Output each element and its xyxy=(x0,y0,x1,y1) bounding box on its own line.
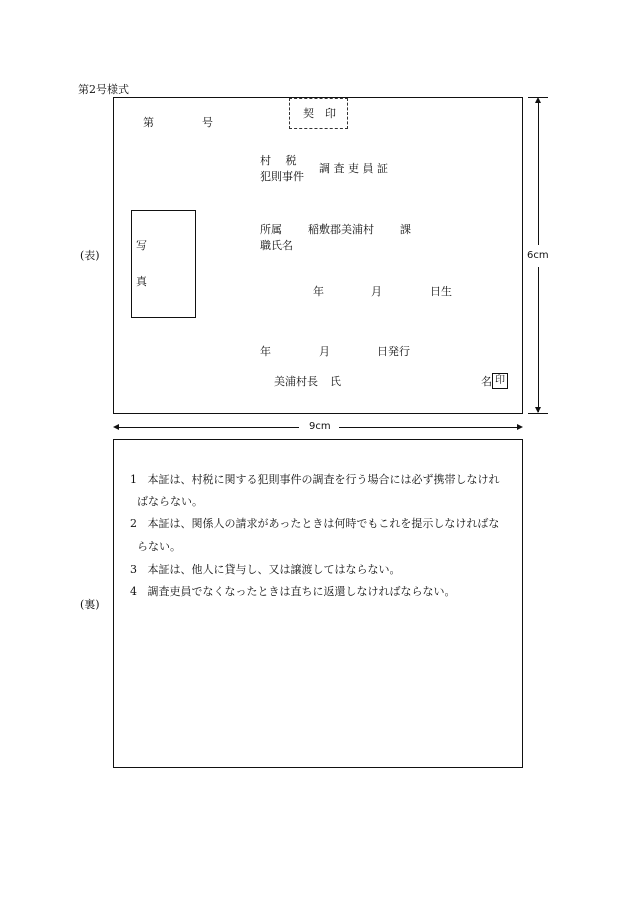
width-arrow-left xyxy=(113,424,119,430)
height-arrow-down xyxy=(535,407,541,413)
name-label: 職氏名 xyxy=(260,239,293,252)
seal-label: 契 印 xyxy=(303,107,336,120)
issuer-suffix: 氏 xyxy=(330,375,341,388)
number-suffix: 号 xyxy=(202,116,213,129)
back-item-3-text: 本証は、他人に貸与し、又は譲渡してはならない。 xyxy=(147,563,401,576)
back-item-2-cont xyxy=(137,541,181,552)
affiliation-label: 所属 xyxy=(260,223,282,236)
height-line-lower xyxy=(538,267,539,412)
form-number: 第2号様式 xyxy=(78,83,129,96)
back-item-1-cont xyxy=(137,496,203,507)
back-item-3 xyxy=(130,564,401,575)
title-line1: 村 税 xyxy=(260,154,297,167)
photo-box xyxy=(131,210,196,318)
width-line-left xyxy=(115,427,299,428)
issue-day: 日発行 xyxy=(377,345,410,358)
back-item-3-num: 3 xyxy=(130,563,137,576)
name-suffix: 名 xyxy=(481,375,492,388)
back-side-label: (裏) xyxy=(80,598,100,611)
birth-month: 月 xyxy=(371,285,382,298)
height-tick-bottom xyxy=(528,413,548,414)
back-item-1-text-2: ばならない。 xyxy=(137,495,203,508)
back-item-1-num: 1 xyxy=(130,473,137,486)
issuer: 美浦村長 xyxy=(274,375,318,388)
back-item-1-text: 本証は、村税に関する犯則事件の調査を行う場合には必ず携帯しなけれ xyxy=(147,473,500,486)
width-line-right xyxy=(339,427,521,428)
number-prefix: 第 xyxy=(143,116,154,129)
title-main: 調 査 吏 員 証 xyxy=(319,162,388,175)
front-side-label: (表) xyxy=(80,249,100,262)
issue-year: 年 xyxy=(260,345,271,358)
height-line-upper xyxy=(538,99,539,245)
section-label: 課 xyxy=(400,223,411,236)
stamp: 印 xyxy=(495,375,505,386)
width-label: 9cm xyxy=(309,421,331,432)
back-item-4-text: 調査吏員でなくなったときは直ちに返還しなければならない。 xyxy=(147,585,456,598)
back-item-4-num: 4 xyxy=(130,585,137,598)
affiliation-value: 稲敷郡美浦村 xyxy=(308,223,374,236)
back-item-2-num: 2 xyxy=(130,517,137,530)
title-line2: 犯則事件 xyxy=(260,170,304,183)
back-item-2-text-2: らない。 xyxy=(137,540,181,553)
photo-label-2: 真 xyxy=(136,275,147,288)
height-label: 6cm xyxy=(527,250,549,261)
photo-label-1: 写 xyxy=(136,239,147,252)
back-card xyxy=(113,439,523,768)
birth-year: 年 xyxy=(313,285,324,298)
back-item-2-text: 本証は、関係人の請求があったときは何時でもこれを提示しなければな xyxy=(147,517,500,530)
back-item-4 xyxy=(130,586,456,597)
issue-month: 月 xyxy=(319,345,330,358)
back-item-2 xyxy=(130,518,499,529)
height-arrow-up xyxy=(535,97,541,103)
birth-day: 日生 xyxy=(430,285,452,298)
back-item-1 xyxy=(130,474,500,485)
width-arrow-right xyxy=(517,424,523,430)
